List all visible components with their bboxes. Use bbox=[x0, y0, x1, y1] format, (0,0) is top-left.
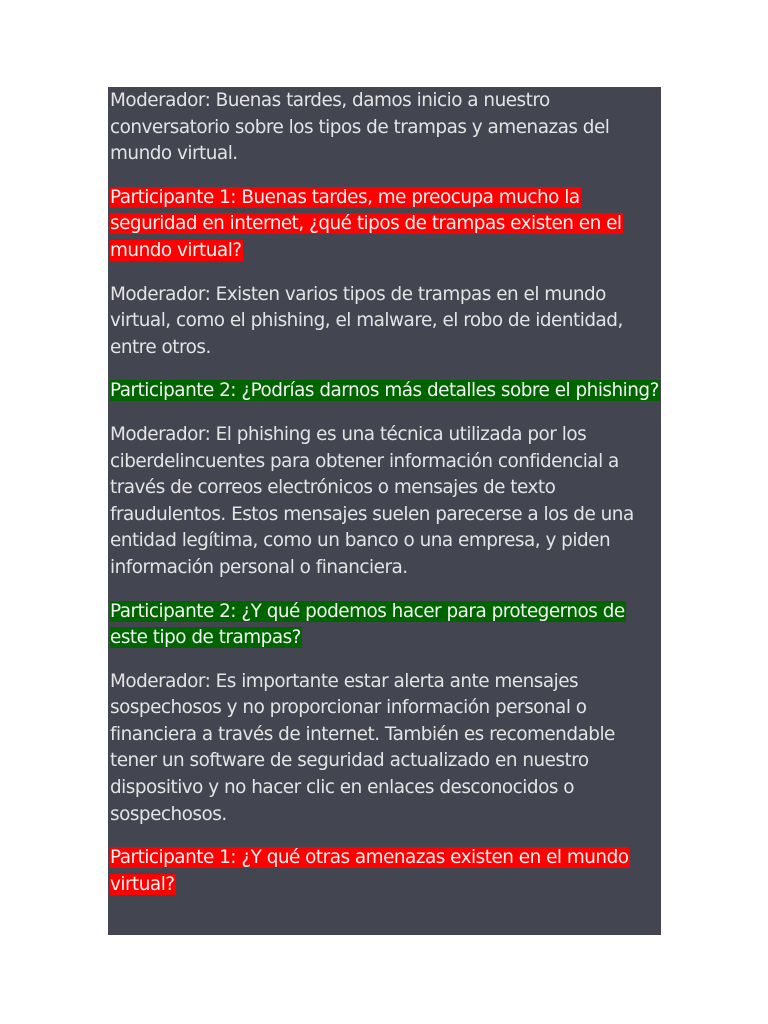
paragraph-text: Moderador: Buenas tardes, damos inicio a nuestro conversatorio sobre los tipos de trampas y amenazas del mundo virtual. bbox=[110, 90, 610, 165]
paragraph-text: Moderador: El phishing es una técnica utilizada por los ciberdelincuentes para obtener información confidencial a través de correos electrónicos o mensajes de texto fraudulentos. Estos mensajes suelen parecerse a los de una entidad legítima, como un banco o una empresa, y piden información personal o financiera. bbox=[110, 423, 634, 578]
moderator-paragraph bbox=[110, 422, 661, 582]
paragraph-text: Participante 2: ¿Podrías darnos más detalles sobre el phishing? bbox=[110, 380, 659, 402]
paragraph-text: Participante 1: ¿Y qué otras amenazas existen en el mundo virtual? bbox=[110, 847, 629, 895]
moderator-paragraph bbox=[110, 282, 661, 362]
paragraph-text: Participante 1: Buenas tardes, me preocupa mucho la seguridad en internet, ¿qué tipos de trampas existen en el mundo virtual? bbox=[110, 186, 622, 261]
participant-1-paragraph bbox=[110, 845, 661, 898]
moderator-paragraph bbox=[110, 88, 661, 168]
participant-2-paragraph bbox=[110, 599, 661, 652]
transcript-panel bbox=[108, 87, 661, 935]
paragraph-text: Participante 2: ¿Y qué podemos hacer para protegernos de este tipo de trampas? bbox=[110, 600, 625, 649]
paragraph-text: Moderador: Es importante estar alerta ante mensajes sospechosos y no proporcionar información personal o financiera a través de internet. También es recomendable tener un software de seguridad actualizado en nuestro dispositivo y no hacer clic en enlaces desconocidos o sospechosos. bbox=[110, 670, 615, 825]
participant-1-paragraph bbox=[110, 185, 661, 265]
moderator-paragraph bbox=[110, 669, 661, 829]
participant-2-paragraph bbox=[110, 378, 661, 405]
paragraph-text: Moderador: Existen varios tipos de trampas en el mundo virtual, como el phishing, el malware, el robo de identidad, entre otros. bbox=[110, 283, 623, 358]
